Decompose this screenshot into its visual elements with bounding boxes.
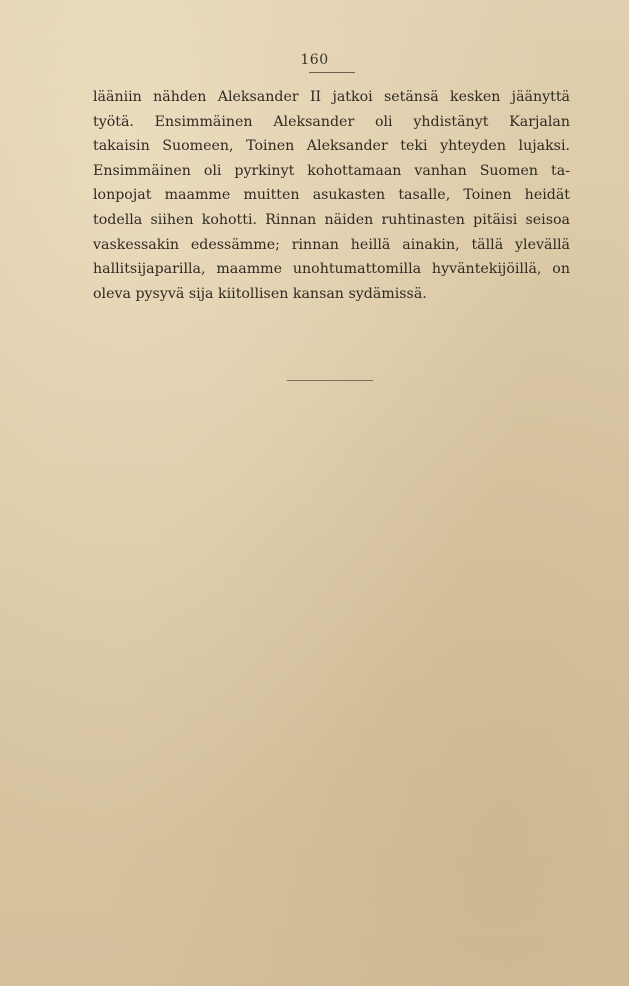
text-line: todella siihen kohotti. Rinnan näiden ruhtinasten pitäisi seisoa (93, 211, 570, 228)
section-end-rule (287, 380, 373, 381)
text-line: työtä. Ensimmäinen Aleksander oli yhdistänyt Karjalan (93, 113, 570, 130)
text-line: vaskessakin edessämme; rinnan heillä ainakin, tällä ylevällä (93, 236, 570, 253)
body-paragraph (93, 85, 570, 306)
text-line: oleva pysyvä sija kiitollisen kansan sydämissä. (93, 285, 427, 302)
text-line: lonpojat maamme muitten asukasten tasalle, Toinen heidät (93, 187, 570, 204)
page-number-underline (309, 72, 355, 73)
text-line: takaisin Suomeen, Toinen Aleksander teki yhteyden lujaksi. (93, 138, 570, 155)
text-line: hallitsijaparilla, maamme unohtumattomilla hyväntekijöillä, on (93, 261, 570, 278)
text-line: Ensimmäinen oli pyrkinyt kohottamaan vanhan Suomen ta- (93, 162, 570, 179)
text-line: lääniin nähden Aleksander II jatkoi setänsä kesken jäänyttä (93, 89, 570, 105)
page-number: 160 (300, 52, 329, 68)
